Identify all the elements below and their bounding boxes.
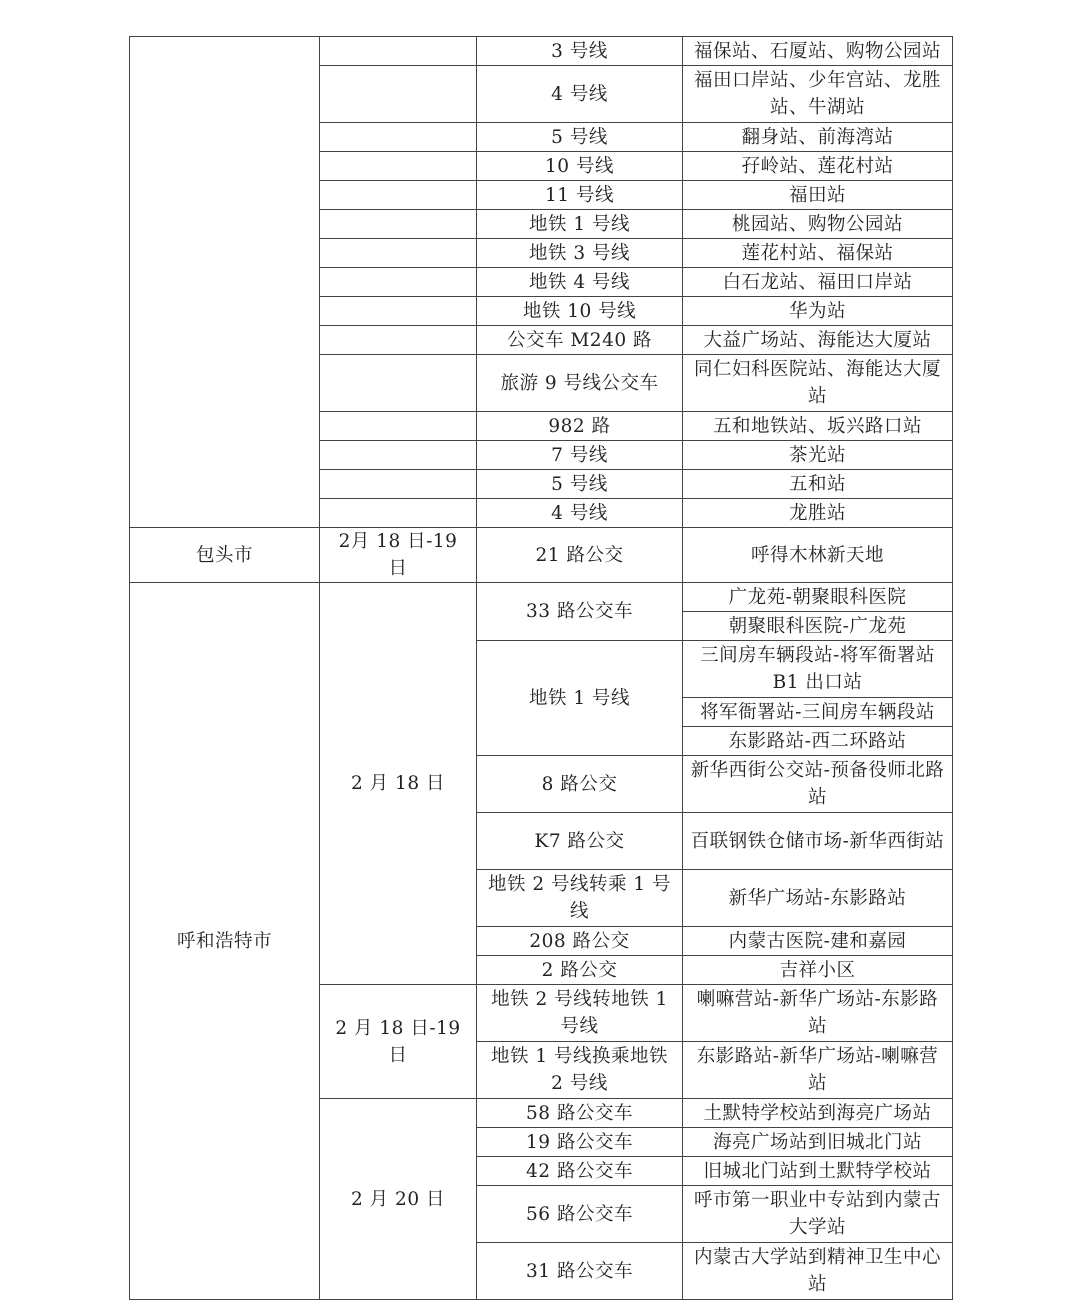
line-cell: 58 路公交车 (477, 1099, 683, 1128)
line-cell: 208 路公交 (477, 927, 683, 956)
date-cell (320, 37, 477, 66)
line-cell: 31 路公交车 (477, 1243, 683, 1300)
line-cell: 公交车 M240 路 (477, 326, 683, 355)
stations-cell: 呼得木林新天地 (683, 528, 953, 583)
stations-cell: 东影路站-新华广场站-喇嘛营站 (683, 1042, 953, 1099)
line-cell: K7 路公交 (477, 813, 683, 870)
date-cell (320, 181, 477, 210)
date-cell (320, 66, 477, 123)
stations-cell: 大益广场站、海能达大厦站 (683, 326, 953, 355)
line-cell: 5 号线 (477, 470, 683, 499)
line-cell: 8 路公交 (477, 756, 683, 813)
stations-cell: 新华广场站-东影路站 (683, 870, 953, 927)
stations-cell: 孖岭站、莲花村站 (683, 152, 953, 181)
city-cell: 呼和浩特市 (130, 583, 320, 1300)
line-cell: 42 路公交车 (477, 1157, 683, 1186)
date-cell (320, 355, 477, 412)
city-cell: 包头市 (130, 528, 320, 583)
stations-cell: 五和地铁站、坂兴路口站 (683, 412, 953, 441)
line-cell: 地铁 2 号线转乘 1 号线 (477, 870, 683, 927)
stations-cell: 新华西街公交站-预备役师北路站 (683, 756, 953, 813)
date-cell (320, 412, 477, 441)
line-cell: 11 号线 (477, 181, 683, 210)
stations-cell: 广龙苑-朝聚眼科医院 (683, 583, 953, 612)
date-cell (320, 441, 477, 470)
line-cell: 56 路公交车 (477, 1186, 683, 1243)
stations-cell: 内蒙古大学站到精神卫生中心站 (683, 1243, 953, 1300)
line-cell: 地铁 3 号线 (477, 239, 683, 268)
line-cell: 21 路公交 (477, 528, 683, 583)
stations-cell: 三间房车辆段站-将军衙署站 B1 出口站 (683, 641, 953, 698)
line-cell: 10 号线 (477, 152, 683, 181)
date-cell (320, 268, 477, 297)
stations-cell: 福保站、石厦站、购物公园站 (683, 37, 953, 66)
line-cell: 旅游 9 号线公交车 (477, 355, 683, 412)
stations-cell: 桃园站、购物公园站 (683, 210, 953, 239)
date-cell (320, 470, 477, 499)
transit-route-table (129, 36, 953, 1300)
stations-cell: 东影路站-西二环路站 (683, 727, 953, 756)
stations-cell: 福田口岸站、少年宫站、龙胜站、牛湖站 (683, 66, 953, 123)
stations-cell: 福田站 (683, 181, 953, 210)
stations-cell: 百联钢铁仓储市场-新华西街站 (683, 813, 953, 870)
stations-cell: 海亮广场站到旧城北门站 (683, 1128, 953, 1157)
stations-cell: 莲花村站、福保站 (683, 239, 953, 268)
table-row (130, 528, 953, 583)
line-cell: 地铁 10 号线 (477, 297, 683, 326)
city-cell (130, 37, 320, 528)
line-cell: 地铁 4 号线 (477, 268, 683, 297)
table-row (130, 583, 953, 612)
line-cell: 4 号线 (477, 499, 683, 528)
stations-cell: 龙胜站 (683, 499, 953, 528)
stations-cell: 同仁妇科医院站、海能达大厦站 (683, 355, 953, 412)
line-cell: 4 号线 (477, 66, 683, 123)
date-cell (320, 297, 477, 326)
line-cell: 2 路公交 (477, 956, 683, 985)
line-cell: 地铁 1 号线换乘地铁 2 号线 (477, 1042, 683, 1099)
date-cell: 2 月 18 日-19 日 (320, 985, 477, 1099)
line-cell: 地铁 1 号线 (477, 210, 683, 239)
line-cell: 3 号线 (477, 37, 683, 66)
line-cell: 地铁 1 号线 (477, 641, 683, 756)
stations-cell: 土默特学校站到海亮广场站 (683, 1099, 953, 1128)
line-cell: 982 路 (477, 412, 683, 441)
date-cell (320, 239, 477, 268)
stations-cell: 白石龙站、福田口岸站 (683, 268, 953, 297)
date-cell (320, 210, 477, 239)
date-cell (320, 123, 477, 152)
date-cell (320, 326, 477, 355)
stations-cell: 旧城北门站到土默特学校站 (683, 1157, 953, 1186)
line-cell: 33 路公交车 (477, 583, 683, 641)
date-cell: 2 月 20 日 (320, 1099, 477, 1300)
stations-cell: 呼市第一职业中专站到内蒙古大学站 (683, 1186, 953, 1243)
stations-cell: 华为站 (683, 297, 953, 326)
line-cell: 5 号线 (477, 123, 683, 152)
stations-cell: 将军衙署站-三间房车辆段站 (683, 698, 953, 727)
table-row (130, 37, 953, 66)
line-cell: 地铁 2 号线转地铁 1 号线 (477, 985, 683, 1042)
date-cell: 2月 18 日-19 日 (320, 528, 477, 583)
stations-cell: 五和站 (683, 470, 953, 499)
date-cell: 2 月 18 日 (320, 583, 477, 985)
stations-cell: 朝聚眼科医院-广龙苑 (683, 612, 953, 641)
line-cell: 7 号线 (477, 441, 683, 470)
date-cell (320, 152, 477, 181)
line-cell: 19 路公交车 (477, 1128, 683, 1157)
stations-cell: 内蒙古医院-建和嘉园 (683, 927, 953, 956)
stations-cell: 吉祥小区 (683, 956, 953, 985)
stations-cell: 茶光站 (683, 441, 953, 470)
stations-cell: 喇嘛营站-新华广场站-东影路站 (683, 985, 953, 1042)
date-cell (320, 499, 477, 528)
stations-cell: 翻身站、前海湾站 (683, 123, 953, 152)
